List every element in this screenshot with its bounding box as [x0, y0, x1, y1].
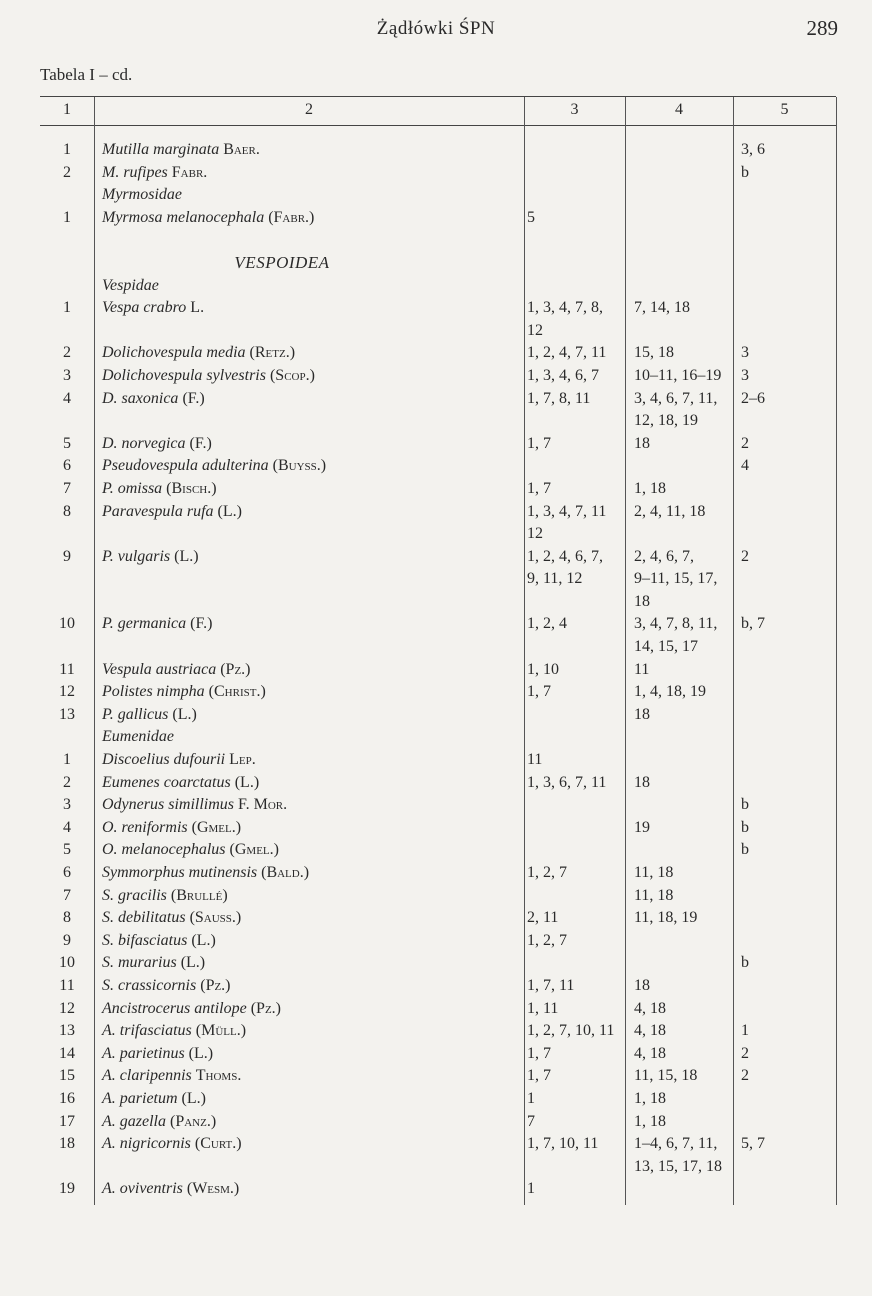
row-number: 10: [59, 615, 75, 633]
species-name-cell: [102, 1043, 213, 1066]
species-name-cell: [102, 1065, 241, 1088]
column-3-value: 1, 7: [527, 479, 551, 497]
column-5-value: b, 7: [741, 615, 765, 633]
column-3-value: 1: [527, 1089, 535, 1107]
row-number: 3: [63, 366, 71, 384]
column-5-value: 3: [741, 344, 749, 362]
table-row: [40, 1133, 836, 1156]
species-name: S. murarius: [102, 954, 177, 972]
table-row: [40, 636, 836, 659]
column-4-value: 1, 4, 18, 19: [634, 683, 706, 701]
species-author: Baer.: [223, 141, 260, 158]
table-row: [40, 139, 836, 162]
species-name-cell: [102, 794, 287, 817]
table-row: [40, 749, 836, 772]
species-name-cell: [102, 139, 260, 162]
species-name: P. germanica: [102, 615, 187, 633]
species-author: (Panz.): [170, 1112, 217, 1130]
species-name: A. nigricornis: [102, 1135, 191, 1153]
species-name: P. gallicus: [102, 705, 169, 723]
species-name-cell: [102, 433, 212, 456]
column-3-value: 12: [527, 525, 543, 543]
species-name: Dolichovespula sylvestris: [102, 366, 266, 384]
row-number: 8: [63, 502, 71, 520]
species-name-cell: [102, 1088, 206, 1111]
column-3-value: 1, 3, 4, 7, 11: [527, 502, 607, 520]
table-row: [40, 523, 836, 546]
species-name: Discoelius dufourii: [102, 751, 226, 769]
species-author: (L.): [180, 954, 206, 972]
column-header-3: 3: [570, 101, 579, 118]
row-number: 2: [63, 163, 71, 181]
column-5-value: 3, 6: [741, 141, 765, 158]
species-author: (Bisch.): [166, 479, 217, 497]
table-row: [40, 998, 836, 1021]
table-row: [40, 297, 836, 320]
row-number: 2: [63, 344, 71, 362]
species-name-cell: [102, 952, 205, 975]
column-5-value: 2: [741, 547, 749, 565]
species-author: (Retz.): [249, 344, 296, 362]
table-row: [40, 975, 836, 998]
species-name: Vespula austriaca: [102, 660, 217, 678]
column-header-5: 5: [780, 101, 789, 118]
column-4-value: 3, 4, 7, 8, 11,: [634, 615, 718, 633]
column-4-value: 12, 18, 19: [634, 412, 698, 430]
species-name-cell: [102, 207, 314, 230]
column-3-value: 1, 7, 11: [527, 976, 575, 994]
table-row: [40, 388, 836, 411]
table-row: [40, 365, 836, 388]
column-header-2: 2: [305, 101, 313, 118]
row-number: 18: [59, 1135, 75, 1153]
row-number: 9: [63, 547, 71, 565]
row-number: 4: [63, 818, 71, 836]
row-number: 2: [63, 773, 71, 791]
row-number: 15: [59, 1067, 75, 1085]
column-3-value: 12: [527, 321, 543, 339]
column-3-value: 1, 2, 4: [527, 615, 567, 633]
column-5-value: 2–6: [741, 389, 765, 407]
column-3-value: 1, 2, 7: [527, 931, 567, 949]
column-4-value: 1, 18: [634, 479, 666, 497]
species-name-cell: [102, 478, 217, 501]
table-row: [40, 772, 836, 795]
species-author: (Scop.): [269, 366, 315, 384]
species-name-cell: [102, 1133, 242, 1156]
species-name: D. saxonica: [102, 389, 179, 407]
species-name-cell: [102, 546, 199, 569]
table-caption: Tabela I – cd.: [40, 65, 133, 84]
species-name-cell: [102, 885, 228, 908]
column-4-value: 15, 18: [634, 344, 674, 362]
species-author: (Pz.): [220, 660, 251, 678]
table-row: [40, 568, 836, 591]
species-name: A. claripennis: [102, 1067, 192, 1085]
column-4-value: 9–11, 15, 17,: [634, 570, 718, 588]
table-row: [40, 681, 836, 704]
column-4-value: 18: [634, 976, 650, 994]
column-3-value: 1, 2, 7: [527, 864, 567, 881]
row-number: 4: [63, 389, 71, 407]
table-body: [40, 139, 836, 1201]
species-author: (L.): [181, 1089, 206, 1107]
species-name-cell: [102, 659, 251, 682]
species-name-cell: [102, 162, 207, 185]
column-4-value: 2, 4, 6, 7,: [634, 547, 694, 565]
species-author: (Fabr.): [268, 208, 315, 226]
species-name-cell: [102, 862, 309, 885]
table-row: [40, 275, 836, 298]
column-4-value: 18: [634, 592, 650, 610]
column-5-value: 1: [741, 1022, 749, 1040]
column-4-value: 1, 18: [634, 1112, 666, 1130]
column-4-value: 11: [634, 660, 650, 678]
row-number: 5: [63, 841, 71, 859]
species-name-cell: [102, 704, 197, 727]
species-name: P. omissa: [102, 479, 163, 497]
column-4-value: 10–11, 16–19: [634, 366, 722, 384]
species-author: Thoms.: [195, 1067, 242, 1085]
column-3-value: 9, 11, 12: [527, 570, 583, 588]
row-number: 1: [63, 208, 71, 226]
running-title: Żądłówki ŚPN: [376, 18, 496, 39]
species-author: (Gmel.): [191, 818, 242, 836]
species-author: (Gmel.): [229, 841, 279, 859]
row-number: 12: [59, 683, 75, 701]
species-name: O. melanocephalus: [102, 841, 226, 859]
species-author: Fabr.: [171, 163, 208, 181]
species-table: [40, 96, 836, 1205]
species-name-cell: [102, 817, 241, 840]
table-row: [40, 794, 836, 817]
column-3-value: 1, 7, 10, 11: [527, 1135, 599, 1153]
table-row: [40, 817, 836, 840]
species-name: Odynerus simillimus: [102, 796, 234, 814]
species-name-cell: [102, 998, 281, 1021]
column-5-value: 5, 7: [741, 1135, 765, 1153]
table-row: [40, 1088, 836, 1111]
table-row: [40, 1043, 836, 1066]
row-number: 1: [63, 299, 71, 317]
column-4-value: 14, 15, 17: [634, 638, 698, 656]
species-name: Symmorphus mutinensis: [102, 864, 258, 881]
column-5-value: 3: [741, 366, 749, 384]
species-name-cell: [102, 907, 241, 930]
species-author: (Brullé): [170, 886, 228, 904]
row-number: 11: [59, 660, 75, 678]
species-name: S. gracilis: [102, 886, 167, 904]
column-3-value: 7: [527, 1112, 535, 1130]
table-row: [40, 478, 836, 501]
species-name-cell: [102, 342, 295, 365]
column-3-value: 1, 7: [527, 683, 551, 701]
table-row: [40, 839, 836, 862]
table-row: [40, 546, 836, 569]
column-4-value: 11, 15, 18: [634, 1067, 698, 1085]
species-name: Polistes nimpha: [102, 683, 205, 701]
column-4-value: 2, 4, 11, 18: [634, 502, 706, 520]
species-author: (L.): [172, 705, 197, 723]
table-row: [40, 162, 836, 185]
column-3-value: 1, 3, 4, 7, 8,: [527, 299, 603, 317]
species-author: (Müll.): [195, 1022, 247, 1040]
species-author: (Pz.): [250, 999, 281, 1017]
species-author: (L.): [191, 931, 216, 949]
column-4-value: 7, 14, 18: [634, 299, 690, 317]
table-row: [40, 320, 836, 343]
row-number: 14: [59, 1044, 75, 1062]
species-name-cell: [102, 1020, 246, 1043]
column-5-value: b: [741, 163, 749, 181]
column-4-value: 11, 18: [634, 886, 674, 904]
column-4-value: 11, 18: [634, 864, 674, 881]
table-row: [40, 184, 836, 207]
species-author: F. Mor.: [238, 796, 288, 814]
column-3-value: 1: [527, 1180, 535, 1198]
table-row: [40, 907, 836, 930]
species-name-cell: [102, 749, 256, 772]
row-number: 16: [59, 1089, 75, 1107]
table-row: [40, 455, 836, 478]
row-number: 7: [63, 479, 71, 497]
species-name-cell: [102, 297, 204, 320]
column-4-value: 3, 4, 6, 7, 11,: [634, 389, 718, 407]
row-number: 7: [63, 886, 71, 904]
column-3-value: 2, 11: [527, 909, 559, 927]
section-heading: VESPOIDEA: [234, 252, 330, 272]
species-name-cell: [102, 681, 266, 704]
row-number: 17: [59, 1112, 75, 1130]
row-number: 13: [59, 1022, 75, 1040]
species-name: S. bifasciatus: [102, 931, 188, 949]
column-5-value: b: [741, 841, 749, 859]
species-name-cell: [102, 930, 216, 953]
row-number: 1: [63, 141, 71, 158]
species-name: P. vulgaris: [102, 547, 171, 565]
species-name-cell: [102, 839, 279, 862]
species-name-cell: [102, 975, 231, 998]
table-row: [40, 229, 836, 252]
table-row: [40, 501, 836, 524]
column-4-value: 1, 18: [634, 1089, 666, 1107]
family-heading: Myrmosidae: [102, 186, 182, 204]
species-name: A. gazella: [102, 1112, 166, 1130]
row-number: 3: [63, 796, 71, 814]
species-name: Myrmosa melanocephala: [102, 208, 265, 226]
column-4-value: 18: [634, 705, 650, 723]
column-3-value: 1, 11: [527, 999, 559, 1017]
table-row: [40, 613, 836, 636]
species-name: Dolichovespula media: [102, 344, 246, 362]
species-author: L.: [190, 299, 205, 317]
row-number: 9: [63, 931, 71, 949]
column-5-value: 2: [741, 1067, 749, 1085]
page-number: 289: [806, 16, 838, 40]
column-4-value: 4, 18: [634, 1022, 666, 1040]
column-3-value: 1, 7: [527, 434, 551, 452]
species-author: (F.): [189, 434, 212, 452]
column-5-value: b: [741, 818, 749, 836]
species-name: M. rufipes: [102, 163, 168, 181]
species-name: Mutilla marginata: [102, 141, 220, 158]
family-heading: Eumenidae: [102, 728, 174, 746]
header-rule: [40, 125, 836, 126]
table-row: [40, 207, 836, 230]
row-number: 6: [63, 457, 71, 475]
column-3-value: 1, 3, 4, 6, 7: [527, 366, 599, 384]
column-3-value: 1, 7: [527, 1067, 551, 1085]
species-author: (Wesm.): [186, 1180, 240, 1198]
species-name: S. crassicornis: [102, 976, 197, 994]
column-4-value: 4, 18: [634, 1044, 666, 1062]
species-name-cell: [102, 772, 259, 795]
column-header-1: 1: [63, 101, 71, 118]
column-4-value: 11, 18, 19: [634, 909, 698, 927]
table-row: [40, 1020, 836, 1043]
table-row: [40, 591, 836, 614]
species-author: Lep.: [229, 751, 256, 769]
table-row: [40, 659, 836, 682]
row-number: 12: [59, 999, 75, 1017]
species-author: (L.): [174, 547, 199, 565]
species-author: (Bald.): [261, 864, 310, 881]
species-name: A. trifasciatus: [102, 1022, 192, 1040]
species-name-cell: [102, 501, 242, 524]
table-row: [40, 930, 836, 953]
species-name-cell: [102, 388, 205, 411]
table-row: [40, 410, 836, 433]
column-4-value: 19: [634, 818, 650, 836]
species-author: (Curt.): [194, 1135, 242, 1153]
column-3-value: 1, 7: [527, 1044, 551, 1062]
species-author: (Christ.): [208, 683, 266, 701]
family-heading: Vespidae: [102, 276, 159, 294]
species-name-cell: [102, 365, 315, 388]
species-author: (L.): [217, 502, 242, 520]
column-3-value: 1, 10: [527, 660, 559, 678]
row-number: 10: [59, 954, 75, 972]
table-row: [40, 1065, 836, 1088]
column-5-value: b: [741, 954, 749, 972]
table-row: [40, 862, 836, 885]
species-author: (F.): [182, 389, 205, 407]
column-4-value: 4, 18: [634, 999, 666, 1017]
column-divider: [836, 97, 837, 1205]
species-author: (L.): [234, 773, 260, 791]
table-row: [40, 1111, 836, 1134]
species-name-cell: [102, 455, 326, 478]
species-name: Paravespula rufa: [102, 502, 214, 520]
species-author: (L.): [188, 1044, 214, 1062]
column-3-value: 1, 2, 4, 6, 7,: [527, 547, 603, 565]
species-name: O. reniformis: [102, 818, 188, 836]
column-3-value: 5: [527, 208, 535, 226]
species-author: (Sauss.): [189, 909, 242, 927]
row-number: 1: [63, 751, 71, 769]
column-3-value: 11: [527, 751, 543, 769]
column-3-value: 1, 2, 4, 7, 11: [527, 344, 607, 362]
species-name: Ancistrocerus antilope: [102, 999, 247, 1017]
column-5-value: 2: [741, 1044, 749, 1062]
species-name: Pseudovespula adulterina: [102, 457, 269, 475]
table-row: [40, 726, 836, 749]
table-row: [40, 704, 836, 727]
column-5-value: 2: [741, 434, 749, 452]
table-row: [40, 433, 836, 456]
table-row: [40, 885, 836, 908]
column-5-value: 4: [741, 457, 749, 475]
species-name-cell: [102, 1111, 216, 1134]
species-author: (F.): [190, 615, 213, 633]
column-3-value: 1, 2, 7, 10, 11: [527, 1022, 615, 1040]
row-number: 19: [59, 1180, 75, 1198]
column-3-value: 1, 7, 8, 11: [527, 389, 591, 407]
column-4-value: 13, 15, 17, 18: [634, 1157, 722, 1175]
column-5-value: b: [741, 796, 749, 814]
species-name-cell: [102, 613, 212, 636]
column-header-4: 4: [675, 101, 683, 118]
row-number: 11: [59, 976, 75, 994]
row-number: 6: [63, 864, 71, 881]
table-row: [40, 342, 836, 365]
column-4-value: 1–4, 6, 7, 11,: [634, 1135, 718, 1153]
table-row: [40, 1156, 836, 1179]
species-author: (Buyss.): [272, 457, 327, 475]
species-name: S. debilitatus: [102, 909, 186, 927]
species-name: A. oviventris: [102, 1180, 183, 1198]
column-4-value: 18: [634, 773, 650, 791]
species-name: D. norvegica: [102, 434, 186, 452]
species-name-cell: [102, 1178, 239, 1201]
species-name: Eumenes coarctatus: [102, 773, 231, 791]
species-name: Vespa crabro: [102, 299, 187, 317]
column-4-value: 18: [634, 434, 650, 452]
row-number: 13: [59, 705, 75, 723]
column-3-value: 1, 3, 6, 7, 11: [527, 773, 607, 791]
table-row: [40, 252, 836, 275]
species-name: A. parietinus: [102, 1044, 185, 1062]
species-name: A. parietum: [102, 1089, 178, 1107]
table-row: [40, 1178, 836, 1201]
table-row: [40, 952, 836, 975]
species-author: (Pz.): [200, 976, 231, 994]
row-number: 8: [63, 909, 71, 927]
row-number: 5: [63, 434, 71, 452]
